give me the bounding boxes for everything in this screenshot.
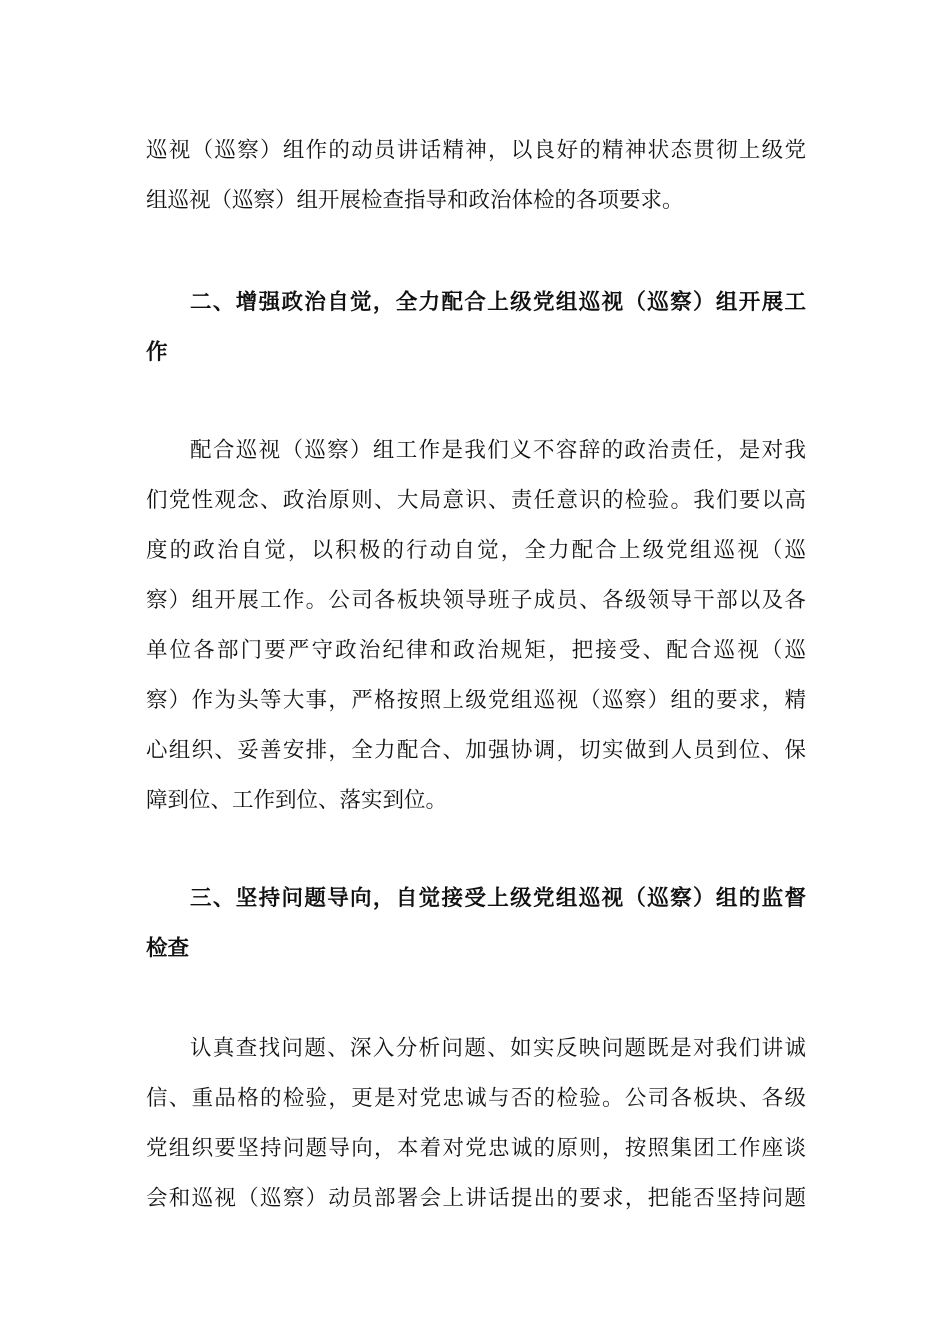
paragraph-line: 察）作为头等大事，严格按照上级党组巡视（巡察）组的要求，精 — [146, 688, 806, 713]
paragraph-line: 认真查找问题、深入分析问题、如实反映问题既是对我们讲诚 — [190, 1036, 806, 1061]
section-heading: 三、坚持问题导向，自觉接受上级党组巡视（巡察）组的监督 — [190, 886, 806, 911]
section-heading: 检查 — [146, 936, 190, 961]
paragraph-line: 巡视（巡察）组作的动员讲话精神，以良好的精神状态贯彻上级党 — [146, 138, 806, 163]
paragraph-line: 心组织、妥善安排，全力配合、加强协调，切实做到人员到位、保 — [146, 738, 806, 763]
paragraph-line: 配合巡视（巡察）组工作是我们义不容辞的政治责任，是对我 — [190, 438, 806, 463]
paragraph-line: 单位各部门要严守政治纪律和政治规矩，把接受、配合巡视（巡 — [146, 638, 806, 663]
paragraph-line: 障到位、工作到位、落实到位。 — [146, 788, 448, 813]
paragraph-line: 组巡视（巡察）组开展检查指导和政治体检的各项要求。 — [146, 188, 684, 213]
paragraph-line: 信、重品格的检验，更是对党忠诚与否的检验。公司各板块、各级 — [146, 1086, 806, 1111]
section-heading: 二、增强政治自觉，全力配合上级党组巡视（巡察）组开展工 — [190, 290, 806, 315]
paragraph-line: 察）组开展工作。公司各板块领导班子成员、各级领导干部以及各 — [146, 588, 806, 613]
paragraph-line: 们党性观念、政治原则、大局意识、责任意识的检验。我们要以高 — [146, 488, 806, 513]
paragraph-line: 会和巡视（巡察）动员部署会上讲话提出的要求，把能否坚持问题 — [146, 1186, 806, 1211]
paragraph-line: 党组织要坚持问题导向，本着对党忠诚的原则，按照集团工作座谈 — [146, 1136, 806, 1161]
paragraph-line: 度的政治自觉，以积极的行动自觉，全力配合上级党组巡视（巡 — [146, 538, 806, 563]
section-heading: 作 — [146, 340, 168, 365]
